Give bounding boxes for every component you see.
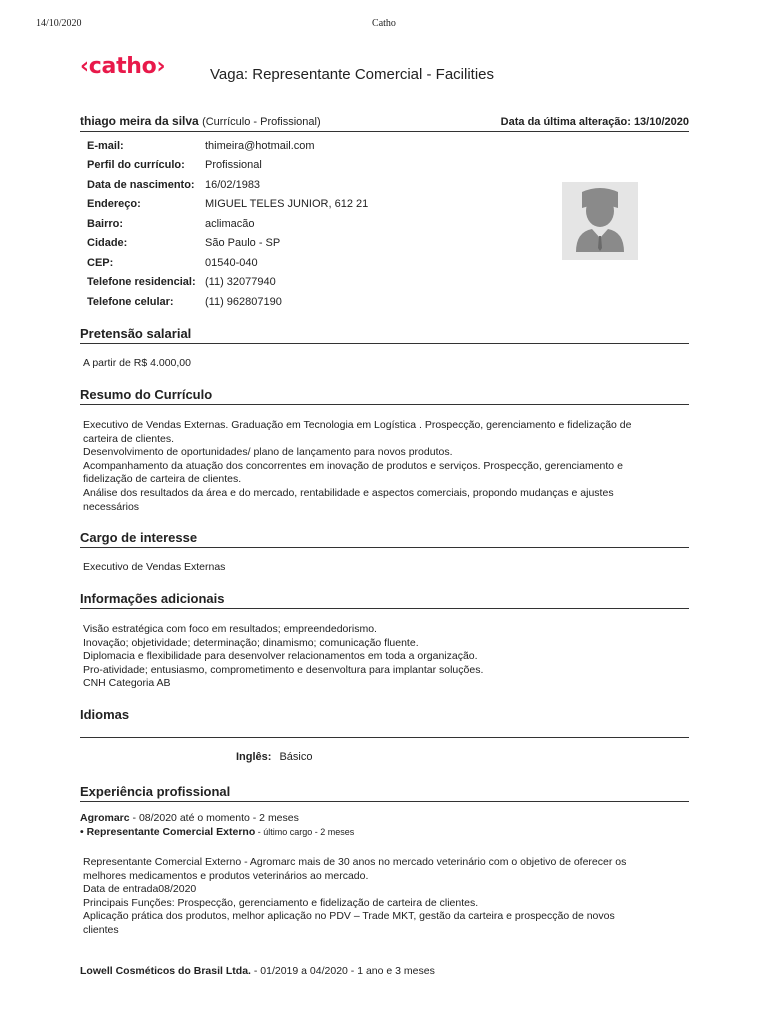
avatar <box>562 182 638 260</box>
additional-line: Inovação; objetividade; determinação; dinamismo; comunicação fluente. <box>83 636 419 649</box>
info-row-birthdate <box>87 175 368 195</box>
experience-company-line <box>80 965 435 977</box>
experience-line: Data de entrada08/2020 <box>83 883 197 896</box>
experience-company-line <box>80 812 299 824</box>
role-bullet: • <box>80 826 87 838</box>
section-title: Idiomas <box>80 707 689 738</box>
section-title: Cargo de interesse <box>80 530 689 548</box>
section-interest <box>80 530 689 575</box>
profile-note: (Currículo - Profissional) <box>202 116 321 128</box>
catho-logo <box>80 52 165 82</box>
candidate-header <box>80 114 689 132</box>
info-value: 01540-040 <box>205 256 258 269</box>
info-row-city <box>87 234 368 254</box>
info-label: CEP: <box>87 256 114 269</box>
info-label: Perfil do currículo: <box>87 159 185 172</box>
experience-role-line <box>80 826 354 838</box>
salary-value: A partir de R$ 4.000,00 <box>83 357 191 369</box>
company-period: - 01/2019 a 04/2020 - 1 ano e 3 meses <box>250 965 435 977</box>
info-row-profile <box>87 156 368 176</box>
info-value: aclimacão <box>205 217 255 230</box>
experience-line: Aplicação prática dos produtos, melhor aplicação no PDV – Trade MKT, gestão da carteira e prospecção de novos <box>83 910 615 923</box>
email-value[interactable]: thimeira@hotmail.com <box>205 139 315 152</box>
company-name: Agromarc <box>80 812 130 824</box>
logo-part-right: o› <box>141 54 166 79</box>
info-label: Bairro: <box>87 217 124 230</box>
additional-line: CNH Categoria AB <box>83 677 171 690</box>
summary-line: fidelização de carteira de clientes. <box>83 473 242 486</box>
summary-line: necessários <box>83 500 140 513</box>
language-level: Básico <box>279 751 313 763</box>
section-title: Informações adicionais <box>80 591 689 609</box>
language-label: Inglês: <box>236 751 272 763</box>
info-row-home-phone <box>87 273 368 293</box>
info-row-address <box>87 195 368 215</box>
additional-text <box>80 623 689 691</box>
section-summary <box>80 387 689 514</box>
info-label: E-mail: <box>87 139 124 152</box>
company-name: Lowell Cosméticos do Brasil Ltda. <box>80 965 251 977</box>
candidate-name-line <box>80 114 321 128</box>
info-row-zip <box>87 253 368 273</box>
info-label: Data de nascimento: <box>87 178 195 191</box>
experience-line: melhores medicamentos e produtos veterinários ao mercado. <box>83 869 369 882</box>
company-period: - 08/2020 até o momento - 2 meses <box>129 812 299 824</box>
summary-line: carteira de clientes. <box>83 432 175 445</box>
additional-line: Diplomacia e flexibilidade para desenvolver relacionamentos em toda a organização. <box>83 650 478 663</box>
last-change-date: Data da última alteração: 13/10/2020 <box>500 116 689 128</box>
section-experience <box>80 784 689 802</box>
info-value: (11) 962807190 <box>205 295 282 308</box>
user-avatar-icon <box>562 182 638 260</box>
info-value: 16/02/1983 <box>205 178 261 191</box>
section-salary <box>80 326 689 371</box>
print-title: Catho <box>372 18 396 29</box>
role-title: Representante Comercial Externo <box>86 826 256 838</box>
interest-value: Executivo de Vendas Externas <box>83 561 226 573</box>
summary-line: Executivo de Vendas Externas. Graduação em Tecnologia em Logística . Prospecção, gerenciamento e fidelização de <box>83 419 632 431</box>
info-value: São Paulo - SP <box>205 237 281 250</box>
logo-part-left: ‹ca <box>80 54 117 79</box>
personal-info <box>87 136 368 312</box>
language-row <box>236 751 312 763</box>
info-row-email <box>87 136 368 156</box>
info-label: Endereço: <box>87 198 141 211</box>
print-date: 14/10/2020 <box>36 18 82 29</box>
role-note: - último cargo - 2 meses <box>255 827 355 837</box>
section-title: Pretensão salarial <box>80 326 689 344</box>
section-title: Resumo do Currículo <box>80 387 689 405</box>
print-header <box>36 18 732 32</box>
experience-line: clientes <box>83 923 119 936</box>
summary-line: Análise dos resultados da área e do mercado, rentabilidade e aspectos comerciais, propondo mudanças e ajustes <box>83 486 614 499</box>
info-value: Profissional <box>205 159 262 172</box>
logo-part-mid: th <box>116 54 142 79</box>
summary-line: Acompanhamento da atuação dos concorrentes em inovação de produtos e serviços. Prospecção, gerenciamento e <box>83 459 623 472</box>
info-value: MIGUEL TELES JUNIOR, 612 21 <box>205 198 369 211</box>
section-title: Experiência profissional <box>80 784 689 802</box>
summary-line: Desenvolvimento de oportunidades/ plano de lançamento para novos produtos. <box>83 446 453 459</box>
experience-description <box>83 856 683 938</box>
job-title: Vaga: Representante Comercial - Facilities <box>210 66 495 83</box>
info-value: (11) 32077940 <box>205 276 276 289</box>
info-label: Telefone residencial: <box>87 276 196 289</box>
additional-line: Pro-atividade; entusiasmo, comprometimento e desenvoltura para implantar soluções. <box>83 663 484 676</box>
experience-line: Representante Comercial Externo - Agromarc mais de 30 anos no mercado veterinário com o objetivo de oferecer os <box>83 856 627 868</box>
info-label: Telefone celular: <box>87 295 174 308</box>
info-label: Cidade: <box>87 237 128 250</box>
experience-line: Principais Funções: Prospecção, gerenciamento e fidelização de carteira de clientes. <box>83 896 479 909</box>
summary-text <box>80 419 689 514</box>
section-languages <box>80 707 689 738</box>
candidate-name: thiago meira da silva <box>80 114 199 128</box>
info-row-neighborhood <box>87 214 368 234</box>
section-additional <box>80 591 689 691</box>
info-row-mobile-phone <box>87 292 368 312</box>
additional-line: Visão estratégica com foco em resultados; empreendedorismo. <box>83 623 377 635</box>
